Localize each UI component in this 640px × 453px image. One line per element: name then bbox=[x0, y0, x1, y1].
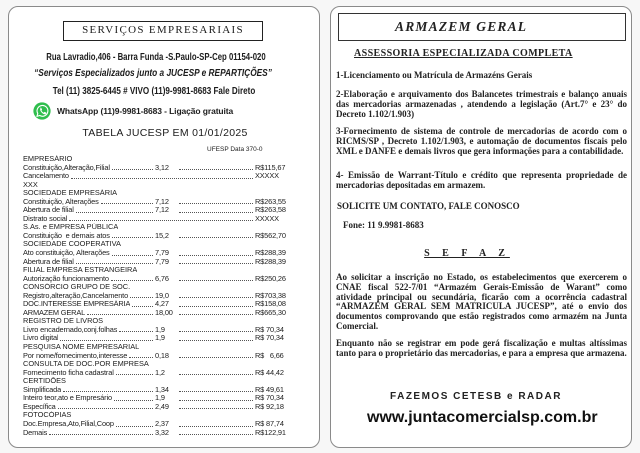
services-panel bbox=[8, 6, 320, 448]
service-item-3: 3-Fornecimento de sistema de controle de mercadorias de acordo com o RICMS/SP , Decreto 1.102/1.903, e automação de documentos fiscais pelo XML e DANFE e demais livros que gera informações para a contabilidade. bbox=[336, 126, 627, 156]
row-label: Doc.Empresa,Ato,Filial,Coop bbox=[23, 419, 114, 428]
row-label-group bbox=[23, 403, 155, 412]
service-item-4: 4- Emissão de Warrant-Título e crédito que representa propriedade de mercadorias depositadas em armazem. bbox=[336, 170, 627, 190]
row-label-group bbox=[23, 172, 255, 181]
ufesp-value: 4,27 bbox=[155, 300, 169, 309]
price-value: R$ 70,34 bbox=[255, 394, 284, 403]
price-value: R$ 6,66 bbox=[255, 351, 284, 360]
row-label: EMPRESÁRIO bbox=[23, 155, 73, 163]
table-row bbox=[23, 420, 299, 429]
ufesp-value: 7,12 bbox=[155, 197, 169, 206]
row-label: Livro digital bbox=[23, 334, 59, 343]
table-row bbox=[23, 232, 299, 241]
row-label: Constituição, Alterações bbox=[23, 197, 99, 206]
table-section-heading bbox=[23, 283, 299, 292]
ufesp-value: 1,34 bbox=[155, 385, 169, 394]
row-label-group bbox=[23, 215, 255, 224]
table-title: TABELA JUCESP EM 01/01/2025 bbox=[82, 127, 248, 139]
price-value: R$ 92,18 bbox=[255, 402, 284, 411]
slogan-line: “Serviços Especializados junto a JUCESP e REPARTIÇÕES” bbox=[34, 67, 272, 79]
row-label: Ato constituição, Alterações bbox=[23, 249, 110, 258]
armazem-panel bbox=[330, 6, 632, 448]
dot-leader bbox=[112, 169, 153, 170]
price-value: R$288,39 bbox=[255, 249, 286, 258]
row-label: Abertura de filial bbox=[23, 206, 74, 215]
table-row bbox=[23, 369, 299, 378]
dot-leader bbox=[69, 220, 253, 221]
row-label: Específica bbox=[23, 402, 56, 411]
table-row bbox=[23, 181, 299, 190]
row-label-group bbox=[23, 394, 155, 403]
row-label: PESQUISA NOME EMPRESARIAL bbox=[23, 343, 140, 352]
row-label: Por nome/fornecimento,interesse bbox=[23, 351, 128, 360]
table-row bbox=[23, 352, 299, 361]
row-label-group bbox=[23, 292, 155, 301]
dot-leader bbox=[179, 255, 253, 256]
table-row bbox=[23, 386, 299, 395]
row-label: S.As. e EMPRESA PÚBLICA bbox=[23, 223, 119, 232]
dot-leader bbox=[179, 434, 253, 435]
row-label-group bbox=[23, 386, 155, 395]
dot-leader bbox=[112, 237, 153, 238]
dot-leader bbox=[179, 263, 253, 264]
price-value: R$115,67 bbox=[255, 163, 286, 172]
row-label-group bbox=[23, 206, 155, 215]
table-section-heading bbox=[23, 343, 299, 352]
dot-leader bbox=[87, 314, 153, 315]
ufesp-value: 7,79 bbox=[155, 249, 169, 258]
warning-text: Enquanto não se registrar em pode gerá fiscalização e multas altíssimas tanto para o proprietário das mercadorias, e para a empresa que armazena. bbox=[336, 338, 627, 358]
dot-leader bbox=[71, 178, 253, 179]
row-label: CERTIDÕES bbox=[23, 377, 66, 386]
ufesp-value: 7,79 bbox=[155, 257, 169, 266]
table-row bbox=[23, 215, 299, 224]
contact-phone: Fone: 11 9.9981-8683 bbox=[343, 220, 424, 230]
row-label: Autorização funcionamento bbox=[23, 274, 109, 283]
row-label-group bbox=[23, 309, 155, 318]
price-value: R$288,39 bbox=[255, 257, 286, 266]
table-section-heading bbox=[23, 155, 299, 164]
price-value: R$263,55 bbox=[255, 197, 286, 206]
price-value: XXXXX bbox=[255, 172, 279, 181]
dot-leader bbox=[179, 203, 253, 204]
dot-leader bbox=[101, 203, 153, 204]
row-label: ARMAZEM GERAL bbox=[23, 308, 86, 317]
row-label: CONSULTA DE DOC.POR EMPRESA bbox=[23, 360, 149, 369]
dot-leader bbox=[179, 391, 253, 392]
ufesp-value: 6,76 bbox=[155, 274, 169, 283]
row-label: FILIAL EMPRESA ESTRANGEIRA bbox=[23, 266, 138, 275]
dot-leader bbox=[119, 331, 153, 332]
price-value: R$158,08 bbox=[255, 300, 286, 309]
price-value: R$665,30 bbox=[255, 308, 286, 317]
phone-line: Tel (11) 3825-6445 # VIVO (11)9-9981-8683 Fale Direto bbox=[52, 85, 256, 97]
dot-leader bbox=[179, 400, 253, 401]
ufesp-value: 2,37 bbox=[155, 419, 169, 428]
subtitle: ASSESSORIA ESPECIALIZADA COMPLETA bbox=[354, 48, 573, 59]
price-value: R$ 44,42 bbox=[255, 368, 284, 377]
dot-leader bbox=[76, 212, 153, 213]
dot-leader bbox=[114, 400, 153, 401]
table-row bbox=[23, 206, 299, 215]
row-label-group bbox=[23, 334, 155, 343]
dot-leader bbox=[116, 426, 153, 427]
ufesp-value: 1,2 bbox=[155, 368, 165, 377]
dot-leader bbox=[116, 374, 153, 375]
row-label-group bbox=[23, 232, 155, 241]
table-row bbox=[23, 172, 299, 181]
service-item-1: 1-Licenciamento ou Matrícula de Armazéns Gerais bbox=[336, 70, 533, 80]
row-label-group bbox=[23, 352, 155, 361]
row-label: Constituição e demais atos bbox=[23, 231, 110, 240]
row-label-group bbox=[23, 249, 155, 258]
dot-leader bbox=[179, 314, 253, 315]
service-item-2: 2-Elaboração e arquivamento dos Balancetes trimestrais e balanço anuais das mercadorias armazenadas , atendendo a legislação (Art.7° e 23° do Decreto 1.102/1.903) bbox=[336, 89, 627, 119]
row-label: Constituição,Alteração,Filial bbox=[23, 163, 110, 172]
row-label: Simplificada bbox=[23, 385, 62, 394]
table-row bbox=[23, 309, 299, 318]
row-label: Demais bbox=[23, 428, 48, 437]
table-section-heading bbox=[23, 240, 299, 249]
price-value: R$ 49,61 bbox=[255, 385, 284, 394]
row-label-group bbox=[23, 429, 155, 438]
row-label-group bbox=[23, 258, 155, 267]
table-row bbox=[23, 258, 299, 267]
price-value: R$ 87,74 bbox=[255, 419, 284, 428]
ufesp-value: 2,49 bbox=[155, 402, 169, 411]
table-row bbox=[23, 429, 299, 438]
dot-leader bbox=[111, 280, 153, 281]
row-label: DOC.INTERESSE EMPRESÁRIA bbox=[23, 300, 131, 309]
row-label: CONSÓRCIO GRUPO DE SOC. bbox=[23, 283, 131, 292]
row-label-group bbox=[23, 164, 155, 173]
dot-leader bbox=[179, 331, 253, 332]
row-label: Inteiro teor,ato e Empresário bbox=[23, 394, 112, 403]
table-section-heading bbox=[23, 189, 299, 198]
dot-leader bbox=[58, 408, 153, 409]
ufesp-value: 0,18 bbox=[155, 351, 169, 360]
row-label-group bbox=[23, 198, 155, 207]
price-value: R$703,38 bbox=[255, 291, 286, 300]
ufesp-value: 19,0 bbox=[155, 291, 169, 300]
table-row bbox=[23, 334, 299, 343]
row-label: Distrato social bbox=[23, 214, 68, 223]
dot-leader bbox=[179, 212, 253, 213]
dot-leader bbox=[179, 374, 253, 375]
services-header-title: SERVIÇOS EMPRESARIAIS bbox=[82, 24, 244, 36]
ufesp-value: 1,9 bbox=[155, 394, 165, 403]
row-label-group bbox=[23, 420, 155, 429]
table-row bbox=[23, 292, 299, 301]
price-value: R$ 70,34 bbox=[255, 334, 284, 343]
row-label: FOTOCÓPIAS bbox=[23, 411, 72, 420]
row-label: Fornecimento ficha cadastral bbox=[23, 368, 114, 377]
table-section-heading bbox=[23, 360, 299, 369]
price-value: R$250,26 bbox=[255, 274, 286, 283]
dot-leader bbox=[179, 408, 253, 409]
dot-leader bbox=[132, 306, 153, 307]
table-section-heading bbox=[23, 266, 299, 275]
services-header-box bbox=[63, 21, 263, 41]
row-label-group bbox=[23, 326, 155, 335]
dot-leader bbox=[112, 255, 153, 256]
whatsapp-icon bbox=[33, 102, 51, 120]
dot-leader bbox=[179, 297, 253, 298]
ufesp-value: 7,12 bbox=[155, 206, 169, 215]
row-label-group bbox=[23, 369, 155, 378]
price-value: R$263,58 bbox=[255, 206, 286, 215]
dot-leader bbox=[129, 357, 153, 358]
extra-services: FAZEMOS CETESB e RADAR bbox=[390, 391, 562, 402]
row-label: SOCIEDADE COOPERATIVA bbox=[23, 240, 121, 249]
table-row bbox=[23, 326, 299, 335]
table-row bbox=[23, 394, 299, 403]
price-value: XXXXX bbox=[255, 214, 279, 223]
sefaz-title: S E F A Z bbox=[424, 248, 510, 259]
row-label-group bbox=[23, 300, 155, 309]
contact-call: SOLICITE UM CONTATO, FALE CONOSCO bbox=[337, 201, 520, 211]
dot-leader bbox=[179, 340, 253, 341]
row-label: Livro encadernado,conj.folhas bbox=[23, 325, 118, 334]
armazem-header-title: ARMAZEM GERAL bbox=[395, 19, 528, 34]
dot-leader bbox=[179, 357, 253, 358]
ufesp-value: 18,00 bbox=[155, 308, 173, 317]
dot-leader bbox=[179, 280, 253, 281]
price-table bbox=[23, 155, 299, 437]
website-url: www.juntacomercialsp.com.br bbox=[367, 409, 598, 426]
ufesp-value: 1,9 bbox=[155, 334, 165, 343]
table-section-heading bbox=[23, 411, 299, 420]
table-section-heading bbox=[23, 377, 299, 386]
dot-leader bbox=[179, 426, 253, 427]
price-value: R$ 70,34 bbox=[255, 325, 284, 334]
whatsapp-line: WhatsApp (11)9-9981-8683 - Ligação gratuita bbox=[57, 106, 234, 116]
ufesp-note: UFESP Data 370-0 bbox=[207, 146, 263, 153]
ufesp-value: 3,32 bbox=[155, 428, 169, 437]
table-row bbox=[23, 403, 299, 412]
row-label: Abertura de filial bbox=[23, 257, 74, 266]
address-line: Rua Lavradio,406 - Barra Funda -S.Paulo-SP-Cep 01154-020 bbox=[46, 51, 266, 63]
table-row bbox=[23, 164, 299, 173]
table-row bbox=[23, 249, 299, 258]
dot-leader bbox=[179, 169, 253, 170]
dot-leader bbox=[76, 263, 153, 264]
dot-leader bbox=[49, 434, 153, 435]
dot-leader bbox=[130, 297, 153, 298]
table-section-heading bbox=[23, 223, 299, 232]
dot-leader bbox=[60, 340, 153, 341]
row-label: Registro,alteração,Cancelamento bbox=[23, 291, 129, 300]
row-label: REGISTRO DE LIVROS bbox=[23, 317, 104, 326]
armazem-header-box bbox=[338, 13, 626, 41]
row-label: SOCIEDADE EMPRESÁRIA bbox=[23, 189, 118, 198]
price-value: R$562,70 bbox=[255, 231, 286, 240]
table-section-heading bbox=[23, 317, 299, 326]
sefaz-text: Ao solicitar a inscrição no Estado, os estabelecimentos que exercerem o CNAE fiscal 522-7/01 “Armazém Gerais-Emissão de Warant” como atividade principal ou secundária, ficarão com a ocorrência cadastral “ARMAZÉM GERAL SEM MATRICULA JUCESP”, até o envio dos documentos comprovando que estão registrados como armazém na Junta Comercial. bbox=[336, 272, 627, 331]
table-row bbox=[23, 275, 299, 284]
dot-leader bbox=[179, 306, 253, 307]
price-value: R$122,91 bbox=[255, 428, 286, 437]
table-row bbox=[23, 198, 299, 207]
dot-leader bbox=[179, 237, 253, 238]
dot-leader bbox=[63, 391, 153, 392]
ufesp-value: 3,12 bbox=[155, 163, 169, 172]
row-label: XXX bbox=[23, 180, 38, 189]
table-row bbox=[23, 300, 299, 309]
row-label-group bbox=[23, 275, 155, 284]
row-label: Cancelamento bbox=[23, 172, 69, 181]
ufesp-value: 15,2 bbox=[155, 231, 169, 240]
ufesp-value: 1,9 bbox=[155, 325, 165, 334]
